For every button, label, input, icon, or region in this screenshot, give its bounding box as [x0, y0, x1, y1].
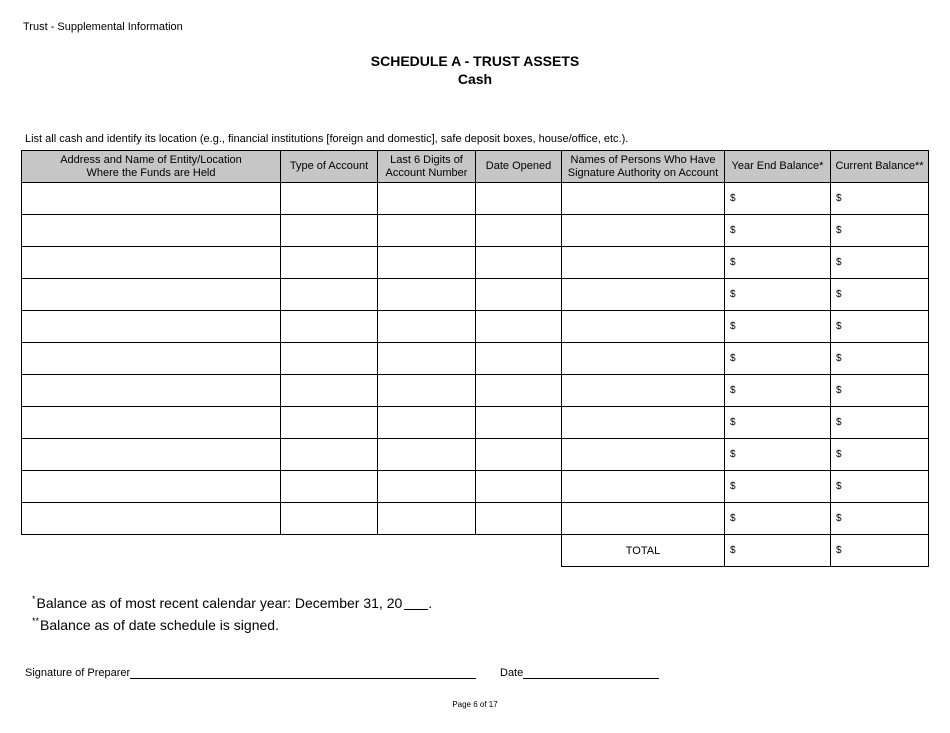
- cell-date-opened[interactable]: [476, 407, 562, 439]
- cell-current-balance[interactable]: $: [831, 471, 929, 503]
- signature-line[interactable]: [130, 666, 476, 679]
- col-header-year-end-balance: Year End Balance*: [725, 151, 831, 183]
- signature-date: Date: [500, 666, 659, 679]
- cell-current-balance[interactable]: $: [831, 215, 929, 247]
- cell-account-number[interactable]: [378, 343, 476, 375]
- cell-account-number[interactable]: [378, 311, 476, 343]
- cell-year-end-balance[interactable]: $: [725, 471, 831, 503]
- footnote-current: **Balance as of date schedule is signed.: [32, 616, 279, 633]
- cell-signers[interactable]: [562, 407, 725, 439]
- table-row: [22, 375, 929, 407]
- cell-year-end-balance[interactable]: $: [725, 311, 831, 343]
- cell-address[interactable]: [22, 407, 281, 439]
- cell-year-end-balance[interactable]: $: [725, 247, 831, 279]
- cell-account-type[interactable]: [281, 503, 378, 535]
- table-row: [22, 471, 929, 503]
- cell-year-end-balance[interactable]: $: [725, 439, 831, 471]
- cell-date-opened[interactable]: [476, 215, 562, 247]
- cell-date-opened[interactable]: [476, 439, 562, 471]
- table-row: [22, 343, 929, 375]
- cell-account-type[interactable]: [281, 215, 378, 247]
- cell-account-number[interactable]: [378, 503, 476, 535]
- table-row: [22, 407, 929, 439]
- table-row: [22, 439, 929, 471]
- cell-address[interactable]: [22, 503, 281, 535]
- cell-current-balance[interactable]: $: [831, 439, 929, 471]
- table-row: [22, 183, 929, 215]
- cell-signers[interactable]: [562, 343, 725, 375]
- cell-signers[interactable]: [562, 439, 725, 471]
- cell-date-opened[interactable]: [476, 471, 562, 503]
- cell-account-number[interactable]: [378, 183, 476, 215]
- cell-account-number[interactable]: [378, 279, 476, 311]
- total-label: TOTAL: [562, 535, 725, 567]
- col-header-date-opened: Date Opened: [476, 151, 562, 183]
- cell-signers[interactable]: [562, 279, 725, 311]
- cell-address[interactable]: [22, 343, 281, 375]
- cell-account-type[interactable]: [281, 375, 378, 407]
- cell-year-end-balance[interactable]: $: [725, 183, 831, 215]
- cell-address[interactable]: [22, 215, 281, 247]
- date-line[interactable]: [523, 666, 659, 679]
- cell-year-end-balance[interactable]: $: [725, 343, 831, 375]
- cell-account-number[interactable]: [378, 215, 476, 247]
- col-header-signers: Names of Persons Who Have Signature Authority on Account: [562, 151, 725, 183]
- cell-signers[interactable]: [562, 471, 725, 503]
- cell-signers[interactable]: [562, 215, 725, 247]
- cell-address[interactable]: [22, 375, 281, 407]
- cell-current-balance[interactable]: $: [831, 503, 929, 535]
- cell-address[interactable]: [22, 279, 281, 311]
- cell-account-type[interactable]: [281, 247, 378, 279]
- schedule-subtitle: Cash: [457, 71, 493, 87]
- cash-assets-table: [21, 150, 929, 567]
- cell-address[interactable]: [22, 183, 281, 215]
- page-number: Page 6 of 17: [452, 700, 498, 709]
- cell-address[interactable]: [22, 247, 281, 279]
- instructions-text: List all cash and identify its location (e.g., financial institutions [foreign and domestic], safe deposit boxes, house/office, etc.).: [25, 133, 629, 145]
- cell-current-balance[interactable]: $: [831, 343, 929, 375]
- cell-account-number[interactable]: [378, 375, 476, 407]
- table-row: [22, 311, 929, 343]
- signature-preparer: Signature of Preparer: [25, 666, 476, 679]
- cell-current-balance[interactable]: $: [831, 279, 929, 311]
- table-row: [22, 215, 929, 247]
- cell-address[interactable]: [22, 311, 281, 343]
- cell-current-balance[interactable]: $: [831, 375, 929, 407]
- cell-current-balance[interactable]: $: [831, 311, 929, 343]
- cell-date-opened[interactable]: [476, 247, 562, 279]
- total-row: [22, 535, 929, 567]
- year-blank-field[interactable]: [404, 595, 428, 610]
- cell-year-end-balance[interactable]: $: [725, 503, 831, 535]
- footnote-year-end: *Balance as of most recent calendar year: December 31, 20 .: [32, 594, 433, 611]
- cell-account-type[interactable]: [281, 279, 378, 311]
- total-current-cell[interactable]: $: [831, 535, 929, 567]
- cell-date-opened[interactable]: [476, 375, 562, 407]
- cell-address[interactable]: [22, 439, 281, 471]
- table-row: [22, 503, 929, 535]
- cell-current-balance[interactable]: $: [831, 183, 929, 215]
- table-row: [22, 279, 929, 311]
- cell-signers[interactable]: [562, 247, 725, 279]
- cell-account-number[interactable]: [378, 407, 476, 439]
- total-year-end-cell[interactable]: $: [725, 535, 831, 567]
- table-header-row: [22, 151, 929, 183]
- cell-date-opened[interactable]: [476, 503, 562, 535]
- cell-date-opened[interactable]: [476, 343, 562, 375]
- cell-signers[interactable]: [562, 311, 725, 343]
- col-header-address: Address and Name of Entity/Location Where the Funds are Held: [22, 151, 281, 183]
- cell-account-type[interactable]: [281, 407, 378, 439]
- cell-year-end-balance[interactable]: $: [725, 215, 831, 247]
- cell-address[interactable]: [22, 471, 281, 503]
- cell-account-type[interactable]: [281, 311, 378, 343]
- cell-account-number[interactable]: [378, 439, 476, 471]
- cell-date-opened[interactable]: [476, 183, 562, 215]
- form-header-label: Trust - Supplemental Information: [23, 21, 183, 33]
- col-header-current-balance: Current Balance**: [831, 151, 929, 183]
- cell-account-number[interactable]: [378, 247, 476, 279]
- cell-current-balance[interactable]: $: [831, 407, 929, 439]
- cell-signers[interactable]: [562, 503, 725, 535]
- table-row: [22, 247, 929, 279]
- cell-current-balance[interactable]: $: [831, 247, 929, 279]
- cell-account-type[interactable]: [281, 183, 378, 215]
- cell-year-end-balance[interactable]: $: [725, 375, 831, 407]
- col-header-account-number: Last 6 Digits of Account Number: [378, 151, 476, 183]
- cell-signers[interactable]: [562, 375, 725, 407]
- cell-account-type[interactable]: [281, 343, 378, 375]
- col-header-account-type: Type of Account: [281, 151, 378, 183]
- schedule-title: SCHEDULE A - TRUST ASSETS: [370, 53, 580, 69]
- cell-account-number[interactable]: [378, 471, 476, 503]
- cell-year-end-balance[interactable]: $: [725, 279, 831, 311]
- cell-date-opened[interactable]: [476, 311, 562, 343]
- cell-signers[interactable]: [562, 183, 725, 215]
- cell-date-opened[interactable]: [476, 279, 562, 311]
- cell-account-type[interactable]: [281, 439, 378, 471]
- cell-year-end-balance[interactable]: $: [725, 407, 831, 439]
- cell-account-type[interactable]: [281, 471, 378, 503]
